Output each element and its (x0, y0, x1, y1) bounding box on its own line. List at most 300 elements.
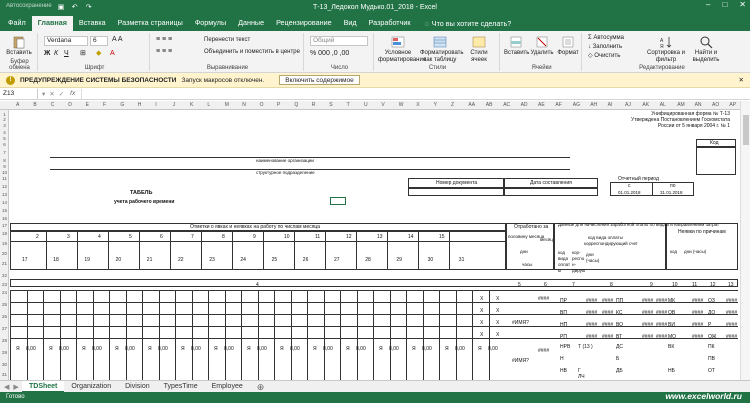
column-header[interactable]: D (68, 102, 72, 108)
month-label: месяц (540, 237, 553, 242)
undo-icon[interactable]: ↶ (71, 4, 78, 11)
day-number-top: 4 (98, 234, 101, 240)
tabel-subtitle: учета рабочего времени (114, 199, 175, 205)
number-format-select[interactable]: Общий (310, 36, 368, 46)
data-col-line (208, 290, 209, 380)
hash-cell: #### (726, 310, 738, 316)
hours-label: часы (522, 262, 533, 267)
next-sheet-icon[interactable]: ▶ (13, 383, 19, 391)
formula-bar (0, 88, 750, 100)
attendance-hours: 8,00 (389, 346, 399, 352)
cancel-icon[interactable]: ✕ (49, 90, 55, 98)
column-header[interactable]: O (259, 102, 264, 108)
pay-code-lower: ПК (708, 344, 715, 350)
absence-code: Р (708, 322, 712, 328)
alignment-group (152, 33, 304, 71)
attendance-hours: 8,00 (26, 346, 36, 352)
day-number-top: 10 (284, 234, 290, 240)
row-header[interactable]: 2 (3, 117, 6, 122)
percent-icon[interactable]: % 000 ,0 ,00 (310, 50, 350, 57)
lightbulb-icon: ◌ (424, 19, 429, 28)
column-header[interactable]: A (16, 102, 20, 108)
column-header[interactable]: AN (694, 102, 702, 108)
day-col-line (294, 231, 295, 270)
hash-cell: #### (602, 334, 614, 340)
delete-icon (535, 35, 549, 49)
day-number-top: 15 (439, 234, 445, 240)
days-hours-short: дни (часы) (586, 252, 600, 263)
attendance-code: Я (115, 346, 119, 352)
row-header[interactable]: 5 (3, 136, 6, 141)
column-header[interactable]: R (311, 102, 316, 108)
window-title: Т-13_Ледокол Мудько.01_2018 - Excel (313, 3, 437, 11)
enable-content-button[interactable]: Включить содержимое (279, 75, 359, 85)
ribbon (0, 31, 750, 73)
column-header[interactable]: AF (555, 102, 562, 108)
form-header-2: Утверждена Постановлением Госкомстата (631, 117, 730, 123)
conditional-icon (391, 35, 405, 49)
data-row-line (10, 314, 738, 315)
column-header[interactable]: AB (485, 102, 493, 108)
column-header[interactable]: AC (503, 102, 511, 108)
warning-shield-icon: ! (6, 76, 15, 85)
absence-code: ОЗ (708, 298, 715, 304)
format-table-button[interactable]: Форматировать как таблицу (420, 35, 460, 64)
sheet-tab-organization[interactable]: Organization (71, 382, 112, 390)
format-icon (561, 35, 575, 49)
day-number-top: 7 (191, 234, 194, 240)
attendance-hours: 8,00 (488, 346, 498, 352)
row-header[interactable]: 24 (1, 290, 7, 295)
clear-button[interactable]: ◇ Очистить (588, 53, 621, 59)
row-header[interactable]: 7 (3, 150, 6, 155)
column-headers (0, 101, 750, 110)
tab-0[interactable]: Файл (8, 18, 26, 27)
row-header[interactable]: 20 (1, 251, 7, 256)
absence-code: ВИ (668, 322, 675, 328)
days-label: дни (520, 249, 528, 254)
row-header[interactable]: 9 (3, 164, 6, 169)
sort-icon (659, 35, 673, 49)
tab-1[interactable]: Главная (32, 16, 73, 31)
column-header[interactable]: J (172, 102, 176, 108)
column-header[interactable]: W (398, 102, 404, 108)
day-number-top: 5 (129, 234, 132, 240)
sheet-tab-typestime[interactable]: TypesTime (163, 382, 198, 390)
doc-number-label: Номер документа (436, 180, 478, 186)
row-header[interactable]: 14 (1, 200, 7, 205)
row-header[interactable]: 13 (1, 192, 7, 197)
row-header[interactable]: 1 (3, 112, 6, 117)
day-number-top: 12 (346, 234, 352, 240)
doc-date-label: Дата составления (530, 180, 572, 186)
scroll-thumb[interactable] (743, 115, 749, 145)
fill-button[interactable]: ↓ Заполнить (588, 44, 623, 50)
eraser-icon: ◇ (588, 53, 595, 59)
number-group (306, 33, 374, 71)
column-header[interactable]: V (381, 102, 385, 108)
attendance-code: Я (82, 346, 86, 352)
hash-cell: #### (726, 298, 738, 304)
tab-2[interactable]: Вставка (78, 18, 106, 27)
day-col-line (139, 231, 140, 270)
row-header[interactable]: 26 (1, 314, 7, 319)
row-header[interactable]: 18 (1, 231, 7, 236)
column-header[interactable]: AD (520, 102, 528, 108)
hash-cell: #### (642, 322, 654, 328)
day-number-top: 6 (160, 234, 163, 240)
data-col-line (126, 290, 127, 380)
column-header[interactable]: I (155, 102, 157, 108)
column-header[interactable]: M (224, 102, 229, 108)
add-sheet-icon[interactable]: ⊕ (256, 381, 265, 392)
absence-code: МК (668, 298, 676, 304)
font-grow-icon[interactable]: A A (112, 36, 123, 43)
absence-code: ОЖ (708, 334, 717, 340)
data-row-line (10, 326, 738, 327)
paste-button[interactable]: Вставить (4, 35, 34, 57)
x-mark: Х (480, 320, 484, 326)
redo-icon[interactable]: ↷ (85, 4, 92, 11)
find-select-button[interactable]: Найти и выделить (688, 35, 724, 64)
autosave-label[interactable]: Автосохранение (6, 3, 52, 9)
prev-sheet-icon[interactable]: ◀ (4, 383, 10, 391)
column-header[interactable]: AK (642, 102, 650, 108)
day-col-line (263, 231, 264, 270)
days-header-box (10, 231, 506, 270)
data-row-line (10, 302, 738, 303)
absence-days-label: дни (часы) (684, 249, 707, 254)
row-headers (0, 110, 9, 380)
day-number-bottom: 30 (427, 257, 434, 263)
spreadsheet-grid[interactable] (0, 101, 750, 380)
data-col-line (241, 290, 242, 380)
period-divider (652, 182, 653, 196)
to-label: по (670, 183, 676, 189)
attendance-code: Я (478, 346, 482, 352)
form-header-3: России от 5 января 2004 г. № 1 (657, 123, 730, 129)
row-header[interactable]: 10 (1, 170, 7, 175)
number-label: Число (330, 65, 349, 71)
table-icon (433, 35, 447, 49)
save-icon[interactable]: ▣ (57, 4, 65, 11)
row-header[interactable]: 19 (1, 241, 7, 246)
pay-code-short: код вида оплат ы (558, 250, 571, 273)
day-col-line (418, 231, 419, 270)
data-col-line (324, 290, 325, 380)
row-header[interactable]: 17 (1, 223, 7, 228)
hash-cell: #### (642, 298, 654, 304)
attendance-hours: 8,00 (422, 346, 432, 352)
marks-header: Отметки о явках и неявках на работу по числам месяца (190, 224, 321, 230)
sheet-tab-employee[interactable]: Employee (211, 382, 243, 390)
row-header[interactable]: 22 (1, 273, 7, 278)
data-col-line (27, 290, 28, 380)
x-mark: Х (496, 320, 500, 326)
attendance-hours: 8,00 (257, 346, 267, 352)
insert-icon (509, 35, 523, 49)
day-number-bottom: 25 (271, 257, 278, 263)
column-header[interactable]: S (329, 102, 333, 108)
data-col-line (274, 290, 275, 380)
formula-input[interactable] (81, 89, 750, 99)
column-header[interactable]: X (416, 102, 420, 108)
underline-button[interactable]: Ч (64, 50, 69, 57)
x-mark: Х (496, 296, 500, 302)
row-header[interactable]: 16 (1, 216, 7, 221)
day-number-bottom: 23 (209, 257, 215, 263)
fill-down-icon: ↓ (588, 44, 593, 50)
day-col-line (232, 231, 233, 270)
half-month-label: половину месяца (508, 234, 545, 239)
column-header[interactable]: H (137, 102, 142, 108)
delete-cells-button[interactable]: Удалить (530, 35, 554, 57)
code-values-box (696, 147, 736, 175)
column-header[interactable]: N (242, 102, 246, 108)
data-col-line (390, 290, 391, 380)
day-number-top: 13 (377, 234, 383, 240)
report-period-label: Отчетный период (618, 176, 659, 182)
column-header[interactable]: K (190, 102, 194, 108)
pay-code-lower: НРВ (560, 344, 571, 350)
doc-date-cell[interactable] (504, 188, 598, 196)
doc-number-cell[interactable] (408, 188, 504, 196)
col-number-6: 6 (544, 282, 547, 288)
attendance-hours: 8,00 (356, 346, 366, 352)
data-col-line (340, 290, 341, 380)
format-cells-button[interactable]: Формат (556, 35, 580, 57)
row-header[interactable]: 28 (1, 338, 7, 343)
minimize-icon[interactable]: – (706, 0, 711, 9)
hash-cell-1: #### (538, 296, 550, 302)
font-color-icon[interactable]: A (110, 50, 115, 57)
column-header[interactable]: B (33, 102, 37, 108)
hash-cell: #### (586, 298, 598, 304)
attendance-code: Я (346, 346, 350, 352)
row-header[interactable]: 6 (3, 142, 6, 147)
day-number-bottom: 24 (240, 257, 246, 263)
svg-text:А: А (660, 38, 664, 44)
editing-label: Редактирование (639, 65, 685, 71)
column-header[interactable]: Q (294, 102, 299, 108)
column-header[interactable]: Y (433, 102, 437, 108)
selected-cell[interactable] (330, 197, 346, 205)
day-number-top: 8 (222, 234, 225, 240)
fill-color-icon[interactable]: ◆ (96, 50, 102, 57)
title-bar (0, 0, 750, 14)
day-number-bottom: 21 (146, 257, 153, 263)
data-col-line (76, 290, 77, 380)
payroll-header: Данные для начисления заработной платы по видам и направлениям затрат (558, 222, 720, 227)
row-header[interactable]: 23 (1, 282, 7, 287)
conditional-format-button[interactable]: Условное форматирование (378, 35, 418, 64)
pay-code: РП (560, 334, 567, 340)
pay-code: КС (616, 310, 623, 316)
data-col-line (472, 290, 473, 380)
enter-icon[interactable]: ✓ (58, 90, 65, 98)
sheet-tab-tdsheet[interactable]: TDSheet (22, 381, 64, 393)
sigma-icon: Σ (588, 35, 594, 41)
day-col-line (108, 231, 109, 270)
data-col-line (406, 290, 407, 380)
row-header[interactable]: 21 (1, 261, 7, 266)
hash-cell: #### (656, 298, 668, 304)
column-header[interactable]: E (85, 102, 89, 108)
insert-cells-button[interactable]: Вставить (504, 35, 528, 57)
name-error-2: #ИМЯ? (512, 358, 529, 364)
pay-type-code-label: код вида оплаты (588, 235, 623, 240)
row-header[interactable]: 15 (1, 208, 7, 213)
close-bar-icon[interactable]: ✕ (738, 77, 744, 84)
pay-code-bottom: ДБ (616, 368, 623, 374)
name-box-dropdown-icon[interactable]: ▾ (42, 90, 46, 98)
autosum-button[interactable]: Σ Автосумма (588, 35, 624, 41)
tab-8[interactable]: Разработчик (368, 18, 411, 27)
column-header[interactable]: T (346, 102, 350, 108)
hash-cell: #### (602, 322, 614, 328)
column-header[interactable]: AI (607, 102, 613, 108)
row-header[interactable]: 30 (1, 362, 7, 367)
cell-styles-button[interactable]: Стили ячеек (462, 35, 496, 64)
day-number-bottom: 28 (365, 257, 371, 263)
pay-code: ВТ (616, 334, 623, 340)
pay-code-lower: Н (560, 356, 564, 362)
day-number-bottom: 31 (458, 257, 465, 263)
close-icon[interactable]: ✕ (739, 0, 746, 9)
worked-header: Отработано за (514, 224, 549, 230)
corr-short: кор-респо н-дирую (572, 250, 586, 273)
data-col-line (60, 290, 61, 380)
tab-7[interactable]: Вид (343, 18, 357, 27)
column-header[interactable]: U (364, 102, 368, 108)
column-header[interactable]: AJ (625, 102, 631, 108)
column-header[interactable]: P (277, 102, 281, 108)
x-mark: Х (496, 332, 500, 338)
column-header[interactable]: AA (468, 102, 476, 108)
hash-cell: #### (692, 310, 704, 316)
data-col-line (43, 290, 44, 380)
security-title: ПРЕДУПРЕЖДЕНИЕ СИСТЕМЫ БЕЗОПАСНОСТИ (20, 76, 177, 84)
row-header[interactable]: 29 (1, 350, 7, 355)
col-number-7: 7 (572, 282, 575, 288)
column-header[interactable]: AO (712, 102, 720, 108)
font-size-select[interactable]: 6 (90, 36, 108, 46)
merge-center-button[interactable]: Объединить и поместить в центре (204, 49, 300, 55)
styles-group (376, 33, 500, 71)
font-name-select[interactable]: Verdana (44, 36, 88, 46)
italic-button[interactable]: К (54, 50, 59, 57)
absence-header: Неявки по причинам (678, 229, 726, 235)
column-header[interactable]: Z (451, 102, 455, 108)
wrap-text-button[interactable]: Перенести текст (204, 37, 251, 43)
data-col-line (291, 290, 292, 380)
attendance-code: Я (181, 346, 185, 352)
column-header[interactable]: AH (590, 102, 598, 108)
from-label: с (628, 183, 631, 189)
column-header[interactable]: F (103, 102, 107, 108)
attendance-code: Я (313, 346, 317, 352)
data-col-line (439, 290, 440, 380)
column-header[interactable]: AP (729, 102, 737, 108)
pay-code-lower: ДС (616, 344, 623, 350)
hash-cell: #### (586, 334, 598, 340)
bold-button[interactable]: Ж (44, 50, 51, 57)
col-numbers-box (10, 279, 738, 287)
col-number-9: 9 (650, 282, 653, 288)
pay-code-bottom: НБ (668, 368, 675, 374)
row-header[interactable]: 4 (3, 130, 6, 135)
attendance-hours: 8,00 (59, 346, 69, 352)
column-header[interactable]: C (50, 102, 55, 108)
tab-5[interactable]: Данные (238, 18, 265, 27)
pay-code: НП (560, 322, 568, 328)
attendance-code: Я (247, 346, 251, 352)
tell-me-box[interactable]: ◌ Что вы хотите сделать? (424, 19, 512, 28)
hash-cell-2: #### (538, 348, 550, 354)
tab-6[interactable]: Рецензирование (276, 18, 332, 27)
sheet-tab-division[interactable]: Division (125, 382, 150, 390)
form-t13 (10, 110, 738, 380)
attendance-code: Я (445, 346, 449, 352)
column-header[interactable]: G (120, 102, 125, 108)
day-number-bottom: 22 (178, 257, 184, 263)
vertical-scrollbar[interactable] (740, 101, 750, 380)
data-col-line (10, 290, 11, 380)
hash-cell: #### (656, 334, 668, 340)
row-header[interactable]: 12 (1, 184, 7, 189)
maximize-icon[interactable]: □ (722, 0, 728, 9)
name-box[interactable]: Z13 (0, 89, 38, 99)
hash-cell: #### (586, 310, 598, 316)
security-message: Запуск макросов отключен. (181, 76, 265, 84)
column-header[interactable]: AE (538, 102, 545, 108)
fx-icon[interactable]: fx (70, 90, 76, 97)
days-row-line (10, 241, 506, 242)
dept-name-label: структурное подразделение (256, 170, 315, 175)
absence-code: ОВ (668, 310, 676, 316)
column-header[interactable]: AG (572, 102, 581, 108)
attendance-hours: 8,00 (92, 346, 102, 352)
tab-3[interactable]: Разметка страницы (117, 18, 183, 27)
row-header[interactable]: 3 (3, 123, 6, 128)
sort-filter-button[interactable]: А Я Сортировка и фильтр (646, 35, 686, 64)
column-header[interactable]: L (207, 102, 211, 108)
column-header[interactable]: AL (659, 102, 666, 108)
attendance-code: Я (214, 346, 218, 352)
row-header[interactable]: 8 (3, 158, 6, 163)
attendance-hours: 8,00 (323, 346, 333, 352)
row-header[interactable]: 11 (2, 176, 7, 181)
tab-4[interactable]: Формулы (194, 18, 227, 27)
status-text: Готово (6, 394, 25, 400)
attendance-code: Я (148, 346, 152, 352)
day-number-top: 2 (36, 234, 39, 240)
row-header[interactable]: 31 (1, 372, 7, 377)
borders-icon[interactable]: ⊞ (80, 50, 86, 57)
attendance-hours: 8,00 (158, 346, 168, 352)
align-top-icon[interactable]: ≡ ≡ ≡ (156, 36, 173, 43)
column-header[interactable]: AM (677, 102, 685, 108)
row-header[interactable]: 27 (1, 326, 7, 331)
col-number-13: 13 (728, 282, 734, 288)
day-number-bottom: 17 (22, 257, 28, 263)
row-header[interactable]: 25 (1, 302, 7, 307)
styles-label: Стили (428, 65, 447, 71)
pay-code-bottom: Г (578, 368, 581, 374)
date-to: 31.01.2018 (660, 190, 683, 195)
data-col-line (258, 290, 259, 380)
align-left-icon[interactable]: ≡ ≡ ≡ (156, 48, 173, 55)
